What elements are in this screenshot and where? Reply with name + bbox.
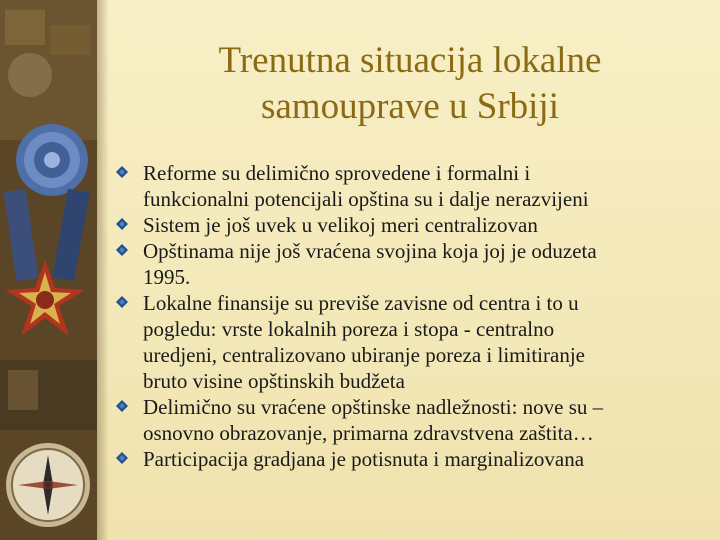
bullet-text-line: uredjeni, centralizovano ubiranje poreza i limitiranje: [143, 343, 585, 367]
bullet-text-line: osnovno obrazovanje, primarna zdravstvena zaštita…: [143, 421, 594, 445]
bullet-item: [116, 212, 696, 238]
slide-title: [150, 38, 670, 130]
bullet-text-line: Lokalne finansije su previše zavisne od centra i to u: [143, 291, 579, 315]
diamond-bullet-icon: [116, 244, 128, 256]
bullet-item: [116, 160, 696, 212]
compass-icon: [6, 443, 90, 527]
bullet-text-line: 1995.: [143, 265, 191, 289]
bullet-text-line: Delimično su vraćene opštinske nadležnosti: nove su –: [143, 395, 604, 419]
bullet-text-line: funkcionalni potencijali opština su i dalje nerazvijeni: [143, 187, 589, 211]
bullet-item: [116, 394, 696, 446]
bullet-item: [116, 290, 696, 394]
bullet-text-line: pogledu: vrste lokalnih poreza i stopa - centralno: [143, 317, 555, 341]
medal-collage-image: [0, 0, 97, 540]
bullet-text-line: Participacija gradjana je potisnuta i marginalizovana: [143, 447, 585, 471]
diamond-bullet-icon: [116, 400, 128, 412]
slide-title-line: samouprave u Srbiji: [260, 86, 559, 127]
bullet-text-line: Opštinama nije još vraćena svojina koja joj je oduzeta: [143, 239, 597, 263]
bullet-item: [116, 238, 696, 290]
ribbon-rosette-icon: [16, 124, 88, 196]
bullet-text-line: Reforme su delimično sprovedene i formalni i: [143, 161, 531, 185]
bullet-list: [116, 160, 696, 472]
diamond-bullet-icon: [116, 218, 128, 230]
diamond-bullet-icon: [116, 452, 128, 464]
bullet-item: [116, 446, 696, 472]
bullet-text-line: bruto visine opštinskih budžeta: [143, 369, 405, 393]
image-shadow-divider: [97, 0, 109, 540]
diamond-bullet-icon: [116, 166, 128, 178]
diamond-bullet-icon: [116, 296, 128, 308]
bullet-text-line: Sistem je još uvek u velikoj meri centralizovan: [143, 213, 538, 237]
slide-title-line: Trenutna situacija lokalne: [218, 40, 602, 81]
